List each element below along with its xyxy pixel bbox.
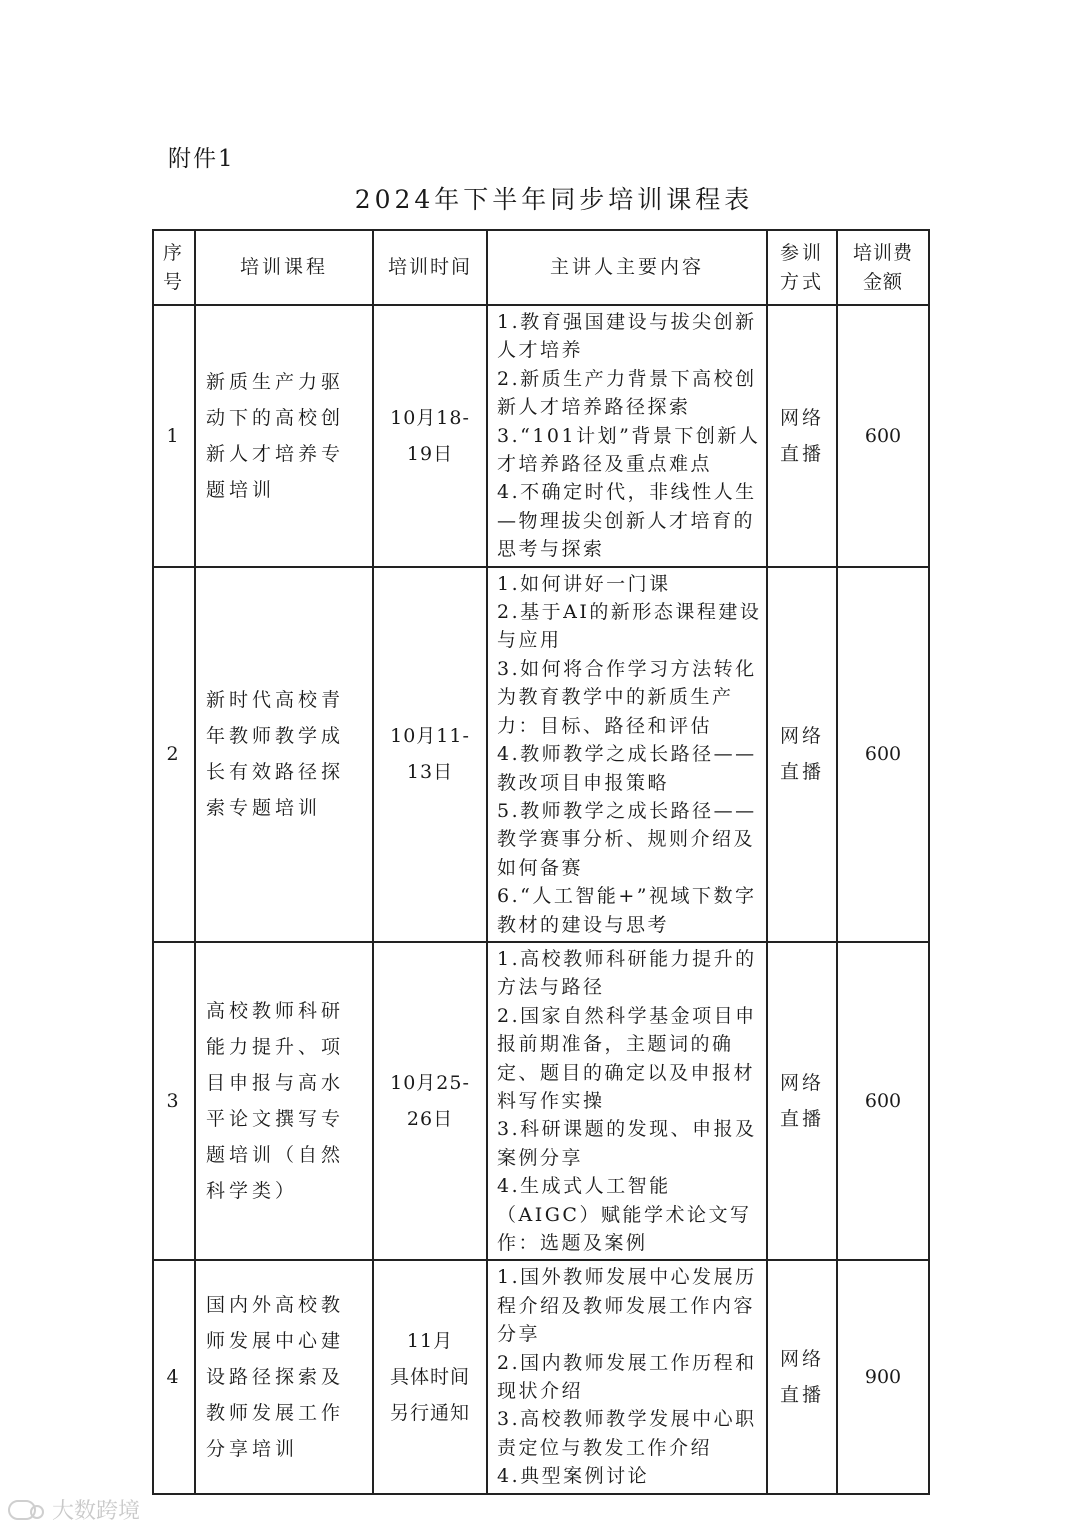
- course-mode: 网络 直播: [767, 942, 837, 1260]
- content-item: 3.科研课题的发现、申报及案例分享: [497, 1118, 757, 1169]
- course-schedule-table: [152, 229, 930, 1495]
- course-time: 10月11- 13日: [373, 567, 487, 942]
- course-fee: 600: [837, 305, 929, 567]
- header-fee: 培训费 金额: [837, 230, 929, 305]
- course-content: [487, 305, 767, 567]
- course-fee: 600: [837, 567, 929, 942]
- course-content: [487, 1260, 767, 1493]
- table-row: [153, 942, 929, 1260]
- content-item: 2.国家自然科学基金项目申报前期准备，主题词的确定、题目的确定以及申报材料写作实操: [497, 1004, 757, 1112]
- course-time: 10月25- 26日: [373, 942, 487, 1260]
- header-mode: 参训 方式: [767, 230, 837, 305]
- content-item: 2.基于AI的新形态课程建设与应用: [497, 601, 762, 652]
- course-name: 新质生产力驱动下的高校创新人才培养专题培训: [195, 305, 373, 567]
- document-title: 2024年下半年同步培训课程表: [354, 185, 754, 214]
- table-row: [153, 305, 929, 567]
- content-item: 4.生成式人工智能（AIGC）赋能学术论文写作：选题及案例: [497, 1175, 752, 1254]
- attachment-label: 附件1: [168, 146, 235, 172]
- course-name: 高校教师科研能力提升、项目申报与高水平论文撰写专题培训（自然科学类）: [195, 942, 373, 1260]
- content-item: 3.高校教师教学发展中心职责定位与教发工作介绍: [497, 1408, 757, 1459]
- course-mode: 网络 直播: [767, 1260, 837, 1493]
- row-number: 2: [153, 567, 195, 942]
- content-item: 4.典型案例讨论: [497, 1465, 650, 1488]
- course-content: [487, 567, 767, 942]
- course-content: [487, 942, 767, 1260]
- content-item: 1.教育强国建设与拔尖创新人才培养: [497, 311, 757, 362]
- row-number: 3: [153, 942, 195, 1260]
- table-row: [153, 1260, 929, 1493]
- course-mode: 网络 直播: [767, 567, 837, 942]
- content-item: 4.教师教学之成长路径——教改项目申报策略: [497, 743, 757, 794]
- course-fee: 900: [837, 1260, 929, 1493]
- table-row: [153, 567, 929, 942]
- content-item: 2.国内教师发展工作历程和现状介绍: [497, 1351, 757, 1403]
- course-time: 11月 具体时间 另行通知: [373, 1260, 487, 1493]
- content-item: 3.如何将合作学习方法转化为教育教学中的新质生产力：目标、路径和评估: [497, 657, 757, 737]
- watermark-logo-icon: [8, 1500, 36, 1520]
- course-fee: 600: [837, 942, 929, 1260]
- table-header-row: [153, 230, 929, 305]
- watermark: [8, 1494, 140, 1525]
- row-number: 1: [153, 305, 195, 567]
- watermark-text: 大数跨境: [52, 1499, 141, 1524]
- course-name: 国内外高校教师发展中心建设路径探索及教师发展工作分享培训: [195, 1260, 373, 1493]
- course-time: 10月18- 19日: [373, 305, 487, 567]
- course-mode: 网络 直播: [767, 305, 837, 567]
- header-content: 主讲人主要内容: [487, 230, 767, 305]
- content-item: 1.如何讲好一门课: [497, 572, 671, 595]
- content-item: 3.“101计划”背景下创新人才培养路径及重点难点: [497, 424, 761, 476]
- content-item: 2.新质生产力背景下高校创新人才培养路径探索: [497, 367, 757, 419]
- content-item: 5.教师教学之成长路径——教学赛事分析、规则介绍及如何备赛: [497, 799, 757, 879]
- content-item: 4.不确定时代，非线性人生—物理拔尖创新人才培育的思考与探索: [497, 481, 757, 561]
- row-number: 4: [153, 1260, 195, 1493]
- content-item: 1.高校教师科研能力提升的方法与路径: [497, 947, 757, 999]
- content-item: 1.国外教师发展中心发展历程介绍及教师发展工作内容分享: [497, 1266, 757, 1346]
- content-item: 6.“人工智能+”视域下数字教材的建设与思考: [497, 885, 757, 936]
- course-name: 新时代高校青年教师教学成长有效路径探索专题培训: [195, 567, 373, 942]
- header-course: 培训课程: [195, 230, 373, 305]
- header-time: 培训时间: [373, 230, 487, 305]
- header-num: 序 号: [153, 230, 195, 305]
